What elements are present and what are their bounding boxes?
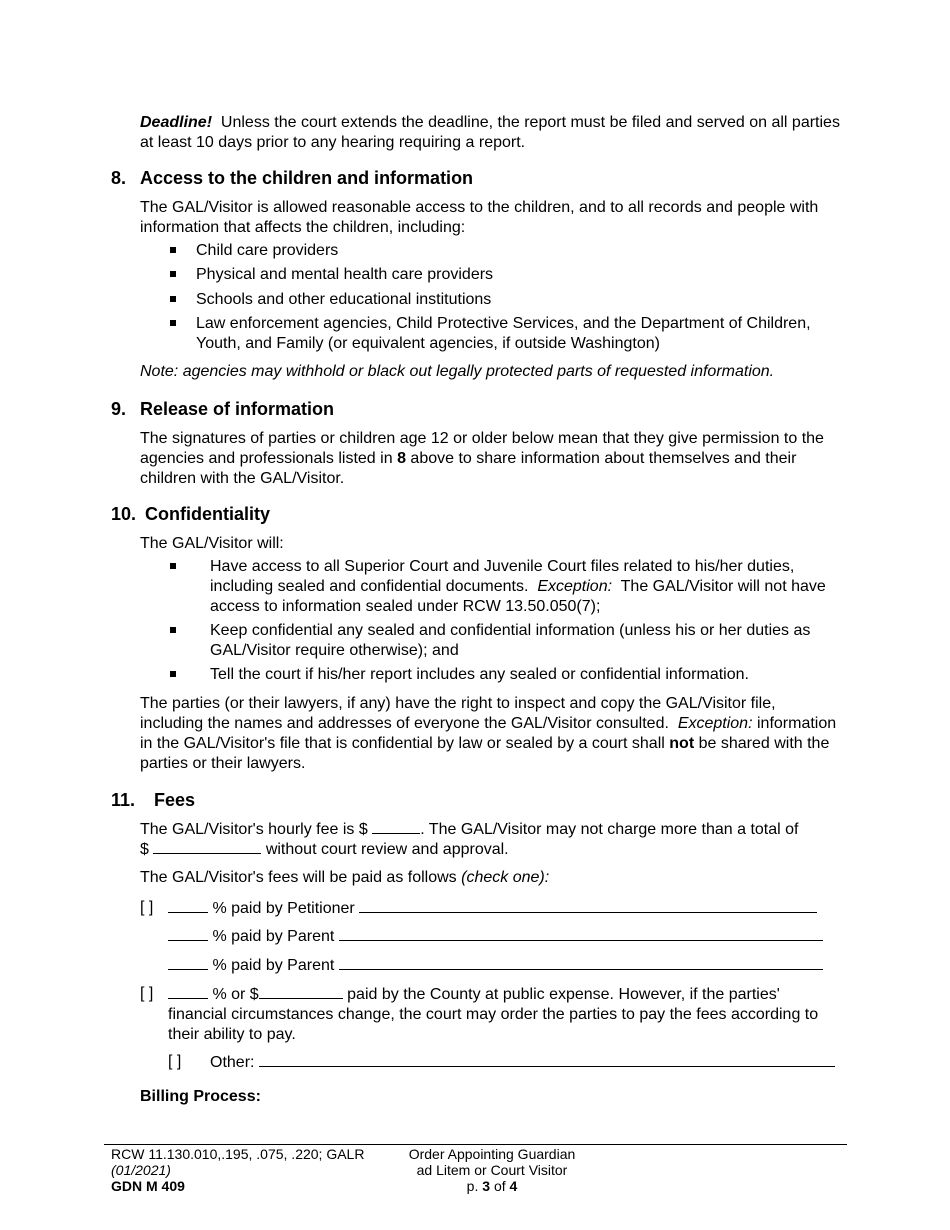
- section-10-heading: [111, 503, 270, 525]
- footer-page-number: p. 3 of 4: [466, 1178, 518, 1194]
- option-county-checkbox[interactable]: [ ]: [140, 985, 154, 1002]
- bullet-square-icon: [170, 320, 176, 326]
- section-11-heading: [111, 789, 195, 811]
- section-10-closing: The parties (or their lawyers, if any) have the right to inspect and copy the GAL/Visitor file, including the names and addresses of everyone the GAL/Visitor consulted. Exception: information in the GAL/Visitor's file that is confidential by law or sealed by a court shall not be shared with the parties or their lawyers.: [140, 695, 837, 772]
- section-10-title: Confidentiality: [145, 504, 270, 524]
- footer-date: (01/2021): [111, 1162, 171, 1178]
- section-8-intro: The GAL/Visitor is allowed reasonable access to the children, and to all records and people with information that affects the children, including:: [140, 199, 819, 236]
- section-10-item: Have access to all Superior Court and Juvenile Court files related to his/her duties, including sealed and confidential documents. Exception: The GAL/Visitor will not have access to information sealed under RCW 13.50.050(7);: [210, 557, 830, 617]
- parent-percent-field[interactable]: [168, 926, 208, 941]
- section-11-number: 11.: [111, 790, 136, 810]
- section-10-number: 10.: [111, 504, 137, 524]
- deadline-paragraph: [140, 113, 840, 153]
- hourly-fee-field[interactable]: [372, 819, 420, 834]
- parent-row: % paid by Parent: [168, 926, 823, 947]
- billing-process-label: Billing Process:: [140, 1088, 261, 1105]
- parent-name-field[interactable]: [339, 926, 823, 941]
- footer-rcw: RCW 11.130.010,.195, .075, .220; GALR: [111, 1146, 365, 1162]
- bullet-square-icon: [170, 627, 176, 633]
- bullet-square-icon: [170, 247, 176, 253]
- hourly-fee-line: The GAL/Visitor's hourly fee is $ . The GAL/Visitor may not charge more than a total of: [140, 821, 799, 838]
- petitioner-percent-field[interactable]: [168, 898, 208, 913]
- section-9-number: 9.: [111, 399, 127, 419]
- total-fee-line: $ without court review and approval.: [140, 841, 509, 858]
- section-10-item: Tell the court if his/her report includes any sealed or confidential information.: [210, 665, 830, 685]
- bullet-square-icon: [170, 671, 176, 677]
- section-9-heading: [111, 398, 334, 420]
- section-9-ref: 8: [397, 450, 406, 467]
- section-8-item: Physical and mental health care providers: [196, 265, 816, 285]
- county-amount-field[interactable]: [259, 984, 343, 999]
- payment-intro: The GAL/Visitor's fees will be paid as follows (check one):: [140, 869, 550, 886]
- petitioner-name-field[interactable]: [359, 898, 817, 913]
- county-percent-field[interactable]: [168, 984, 208, 999]
- section-8-item: Schools and other educational institutions: [196, 290, 816, 310]
- deadline-text: Unless the court extends the deadline, the report must be filed and served on all parties at least 10 days prior to any hearing requiring a report.: [140, 114, 840, 151]
- option-other-checkbox[interactable]: [ ]: [168, 1053, 182, 1070]
- section-9-text: The signatures of parties or children age 12 or older below mean that they give permission to the agencies and professionals listed in 8 above to share information about themselves and their children with the GAL/Visitor.: [140, 430, 824, 487]
- section-8-item: Child care providers: [196, 241, 816, 261]
- section-8-item: Law enforcement agencies, Child Protective Services, and the Department of Children, Youth, and Family (or equivalent agencies, if outside Washington): [196, 314, 816, 354]
- option-petitioner-checkbox[interactable]: [ ]: [140, 899, 154, 916]
- parent-percent-field[interactable]: [168, 955, 208, 970]
- section-10-item: Keep confidential any sealed and confidential information (unless his or her duties as GAL/Visitor require otherwise); and: [210, 621, 830, 661]
- bullet-square-icon: [170, 563, 176, 569]
- county-paragraph: % or $ paid by the County at public expense. However, if the parties' financial circumstances change, the court may order the parties to pay the fees according to their ability to pay.: [168, 986, 819, 1043]
- total-fee-field[interactable]: [153, 839, 261, 854]
- section-8-number: 8.: [111, 168, 127, 188]
- other-field[interactable]: [259, 1052, 835, 1067]
- bullet-square-icon: [170, 271, 176, 277]
- other-row: Other:: [210, 1052, 835, 1073]
- section-8-note: Note: agencies may withhold or black out legally protected parts of requested information.: [140, 363, 775, 380]
- deadline-label: Deadline!: [140, 114, 213, 131]
- footer-divider: [104, 1144, 847, 1145]
- section-10-intro: The GAL/Visitor will:: [140, 535, 284, 552]
- footer-title-line2: ad Litem or Court Visitor: [416, 1162, 568, 1178]
- parent-row: % paid by Parent: [168, 955, 823, 976]
- footer-form-number: GDN M 409: [111, 1178, 185, 1194]
- section-9-title: Release of information: [140, 399, 335, 419]
- section-8-title: Access to the children and information: [140, 168, 474, 188]
- footer-title-line1: Order Appointing Guardian: [408, 1146, 576, 1162]
- petitioner-row: % paid by Petitioner: [168, 898, 817, 919]
- section-8-heading: [111, 167, 473, 189]
- parent-name-field[interactable]: [339, 955, 823, 970]
- bullet-square-icon: [170, 296, 176, 302]
- section-11-title: Fees: [154, 790, 196, 810]
